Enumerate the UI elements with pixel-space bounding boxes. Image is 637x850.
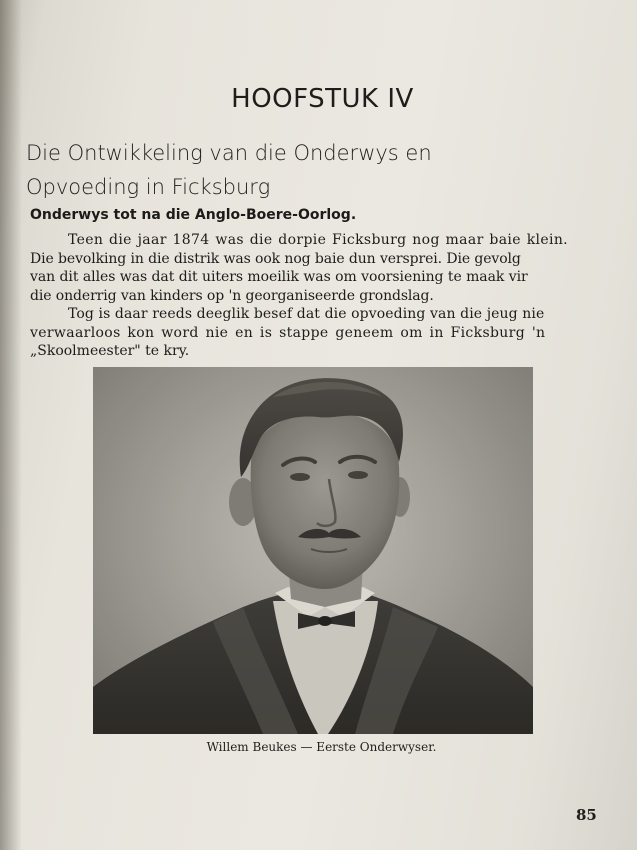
subheading: Onderwys tot na die Anglo-Boere-Oorlog. — [30, 207, 357, 223]
chapter-title: HOOFSTUK IV — [231, 84, 414, 114]
photo-caption: Willem Beukes — Eerste Onderwyser. — [206, 740, 437, 754]
portrait-photo — [93, 367, 533, 734]
paragraph — [30, 231, 618, 305]
paragraph-line: Teen die jaar 1874 was die dorpie Ficksburg nog maar baie klein. — [68, 232, 568, 248]
paragraph-line: Tog is daar reeds deeglik besef dat die opvoeding van die jeug nie — [68, 306, 545, 322]
paragraph-line: die onderrig van kinders op 'n georganiseerde grondslag. — [30, 287, 434, 304]
page-number: 85 — [576, 806, 597, 824]
paragraph-line: verwaarloos kon word nie en is stappe geneem om in Ficksburg 'n — [30, 324, 546, 341]
paragraph-line: Die bevolking in die distrik was ook nog baie dun versprei. Die gevolg — [30, 250, 521, 267]
paragraph-line: van dit alles was dat dit uiters moeilik was om voorsiening te maak vir — [30, 269, 528, 285]
section-title-line: Opvoeding in Ficksburg — [26, 175, 271, 199]
paragraph-line: „Skoolmeester" te kry. — [30, 343, 190, 359]
paragraph — [30, 305, 618, 361]
gutter-shadow — [0, 0, 22, 850]
section-title — [26, 136, 432, 204]
portrait-drawing — [93, 367, 533, 734]
section-title-line: Die Ontwikkeling van die Onderwys en — [26, 141, 432, 165]
